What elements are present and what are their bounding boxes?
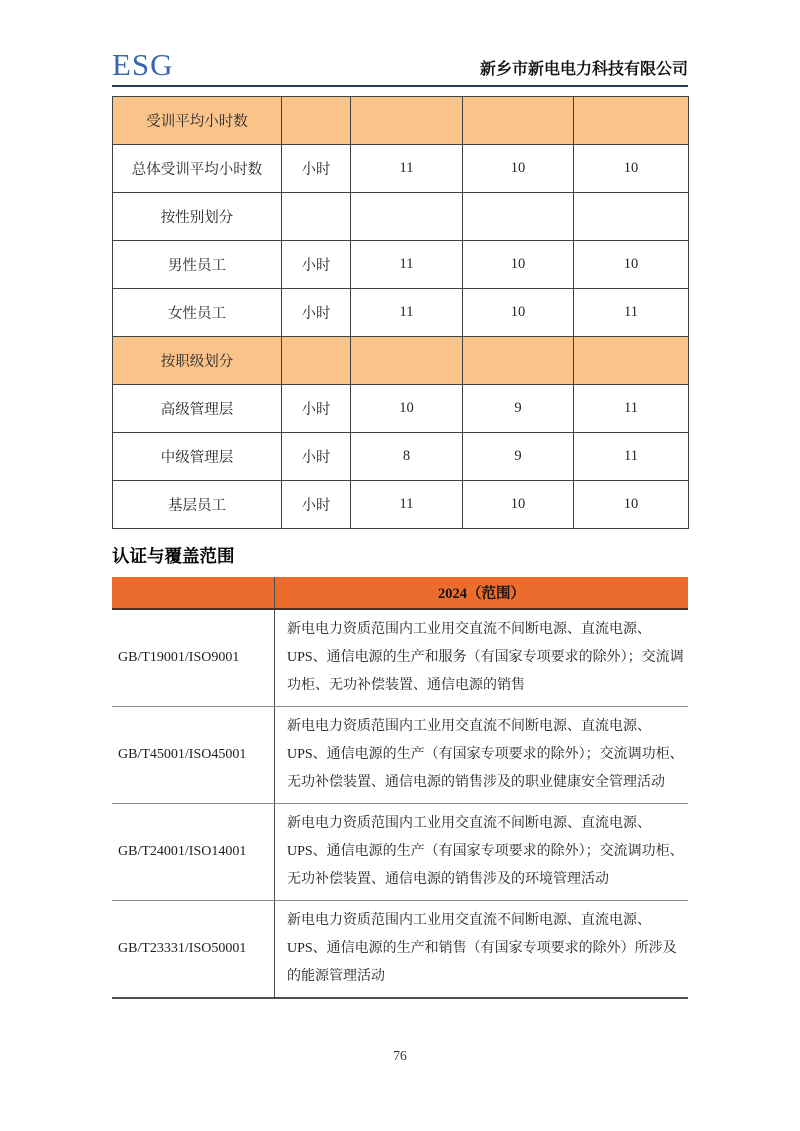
- value-cell: 9: [463, 433, 574, 481]
- table-row: [113, 289, 689, 337]
- unit-cell: 小时: [282, 289, 351, 337]
- document-header: [112, 48, 688, 87]
- scope-cell: 新电电力资质范围内工业用交直流不间断电源、直流电源、UPS、通信电源的生产和服务（有国家专项要求的除外）；交流调功柜、无功补偿装置、通信电源的销售: [275, 609, 689, 707]
- table-row: [113, 337, 689, 385]
- value-cell: 11: [351, 241, 463, 289]
- standard-cell: GB/T24001/ISO14001: [112, 804, 275, 901]
- value-cell: 11: [351, 289, 463, 337]
- table-row: [112, 707, 688, 804]
- value-cell: 10: [463, 289, 574, 337]
- training-hours-table: [112, 96, 689, 529]
- scope-cell: 新电电力资质范围内工业用交直流不间断电源、直流电源、UPS、通信电源的生产（有国家专项要求的除外）；交流调功柜、无功补偿装置、通信电源的销售涉及的职业健康安全管理活动: [275, 707, 689, 804]
- certification-table: [112, 577, 688, 999]
- value-cell: 11: [574, 385, 689, 433]
- table-row: [113, 481, 689, 529]
- unit-cell: 小时: [282, 241, 351, 289]
- value-cell: [351, 97, 463, 145]
- row-label: 受训平均小时数: [113, 97, 282, 145]
- esg-logo: ESG: [112, 47, 174, 82]
- table-row: [113, 193, 689, 241]
- unit-cell: [282, 337, 351, 385]
- table-row: [113, 241, 689, 289]
- value-cell: 10: [463, 145, 574, 193]
- row-label: 男性员工: [113, 241, 282, 289]
- row-label: 基层员工: [113, 481, 282, 529]
- value-cell: 10: [574, 481, 689, 529]
- value-cell: 11: [574, 289, 689, 337]
- row-label: 按职级划分: [113, 337, 282, 385]
- table-row: [113, 385, 689, 433]
- value-cell: [351, 193, 463, 241]
- value-cell: [574, 337, 689, 385]
- table-row: [112, 609, 688, 707]
- value-cell: [463, 193, 574, 241]
- value-cell: 10: [463, 481, 574, 529]
- scope-cell: 新电电力资质范围内工业用交直流不间断电源、直流电源、UPS、通信电源的生产和销售（有国家专项要求的除外）所涉及的能源管理活动: [275, 901, 689, 999]
- row-label: 总体受训平均小时数: [113, 145, 282, 193]
- value-cell: 8: [351, 433, 463, 481]
- value-cell: 9: [463, 385, 574, 433]
- page-content: [112, 0, 688, 999]
- value-cell: 10: [574, 241, 689, 289]
- value-cell: [463, 337, 574, 385]
- value-cell: 10: [351, 385, 463, 433]
- value-cell: [351, 337, 463, 385]
- value-cell: 10: [574, 145, 689, 193]
- row-label: 高级管理层: [113, 385, 282, 433]
- unit-cell: 小时: [282, 433, 351, 481]
- scope-cell: 新电电力资质范围内工业用交直流不间断电源、直流电源、UPS、通信电源的生产（有国家专项要求的除外）；交流调功柜、无功补偿装置、通信电源的销售涉及的环境管理活动: [275, 804, 689, 901]
- value-cell: 11: [351, 145, 463, 193]
- value-cell: 11: [351, 481, 463, 529]
- standard-cell: GB/T23331/ISO50001: [112, 901, 275, 999]
- standard-cell: GB/T45001/ISO45001: [112, 707, 275, 804]
- unit-cell: 小时: [282, 385, 351, 433]
- table-row: [113, 145, 689, 193]
- page-number: 76: [393, 1048, 407, 1063]
- value-cell: 10: [463, 241, 574, 289]
- table-row: [113, 433, 689, 481]
- cert-header-label: 2024（范围）: [275, 577, 689, 609]
- table-row: [112, 804, 688, 901]
- table-row: [113, 97, 689, 145]
- company-name: 新乡市新电电力科技有限公司: [479, 61, 688, 78]
- table-row: [112, 901, 688, 999]
- unit-cell: 小时: [282, 145, 351, 193]
- cert-table-header-row: [112, 577, 688, 609]
- unit-cell: 小时: [282, 481, 351, 529]
- standard-cell: GB/T19001/ISO9001: [112, 609, 275, 707]
- cert-header-empty-cell: [112, 577, 275, 609]
- row-label: 按性别划分: [113, 193, 282, 241]
- value-cell: [574, 97, 689, 145]
- value-cell: [574, 193, 689, 241]
- row-label: 中级管理层: [113, 433, 282, 481]
- unit-cell: [282, 97, 351, 145]
- value-cell: [463, 97, 574, 145]
- value-cell: 11: [574, 433, 689, 481]
- row-label: 女性员工: [113, 289, 282, 337]
- unit-cell: [282, 193, 351, 241]
- section-title: 认证与覆盖范围: [112, 546, 235, 566]
